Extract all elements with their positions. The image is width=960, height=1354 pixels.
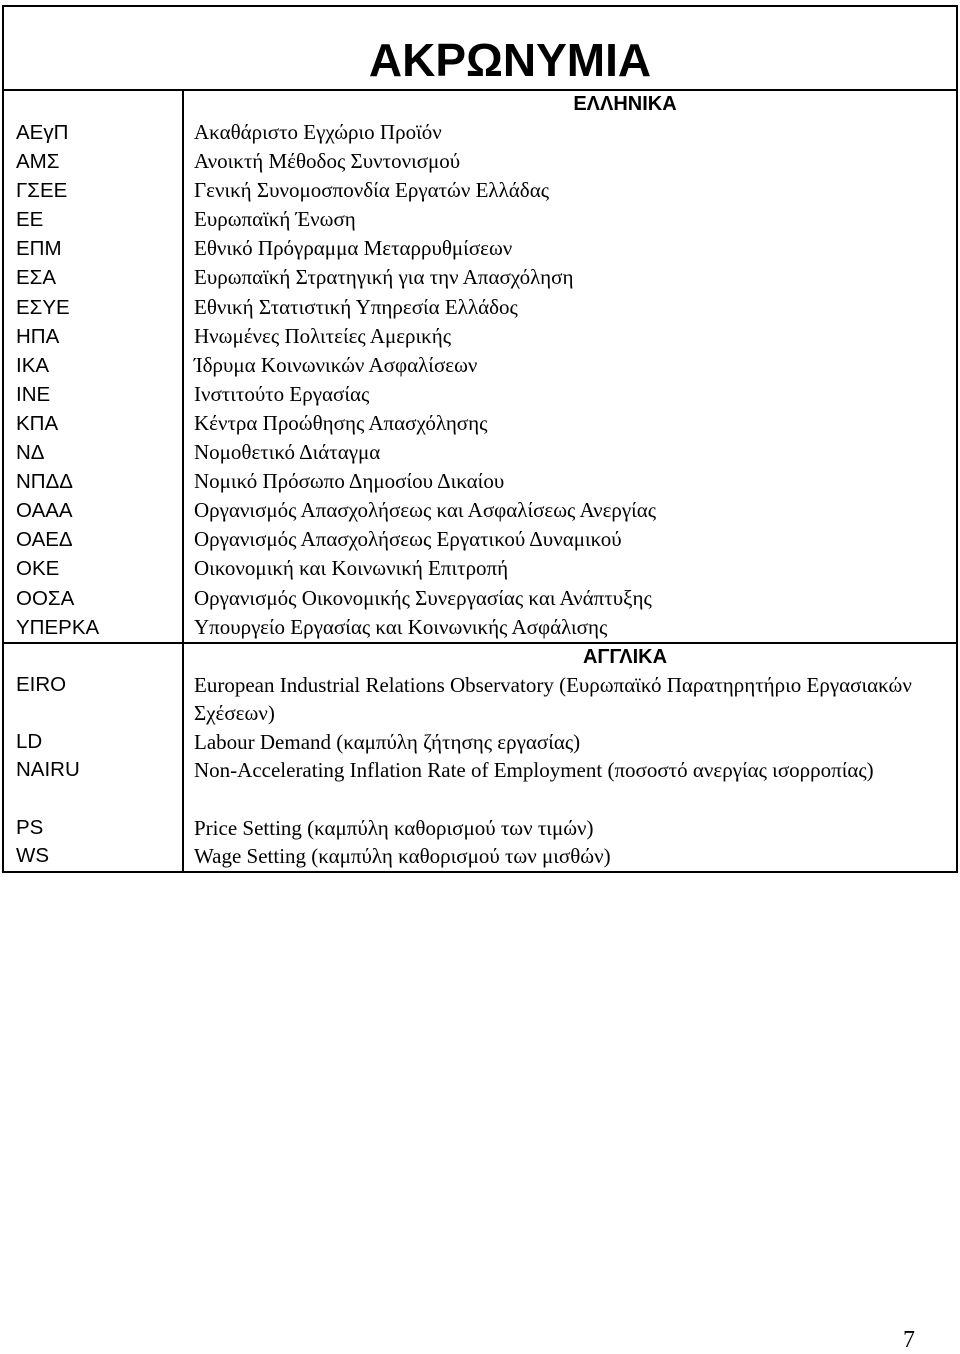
english-abbr-list xyxy=(4,671,182,871)
page-number: 7 xyxy=(903,1327,915,1353)
greek-abbr: ΕΣΥΕ xyxy=(16,295,70,319)
greek-expl: Ίδρυμα Κοινωνικών Ασφαλίσεων xyxy=(194,352,478,377)
greek-abbr: ΚΠΑ xyxy=(16,411,59,435)
greek-expl: Νομοθετικό Διάταγμα xyxy=(194,440,381,465)
english-expl-cell xyxy=(183,643,957,872)
greek-expl: Ηνωμένες Πολιτείες Αμερικής xyxy=(194,323,452,348)
greek-section-header: ΕΛΛΗΝΙΚΑ xyxy=(573,93,677,115)
greek-expl: Ανοικτή Μέθοδος Συντονισμού xyxy=(194,149,461,174)
english-expl: European Industrial Relations Observatory (Ευρωπαϊκό Παρατηρητήριο Εργασιακών Σχέσεων) xyxy=(194,672,912,726)
greek-abbr: ΗΠΑ xyxy=(16,324,60,348)
english-abbr: LD xyxy=(16,729,43,753)
english-expl: Labour Demand (καμπύλη ζήτησης εργασίας) xyxy=(194,729,581,754)
greek-section-row xyxy=(3,90,957,643)
greek-abbr: ΟΑΑΑ xyxy=(16,499,73,523)
greek-expl: Υπουργείο Εργασίας και Κοινωνικής Ασφάλισης xyxy=(194,614,608,639)
acronyms-table xyxy=(2,5,958,873)
english-section-row xyxy=(3,643,957,872)
title-cell xyxy=(3,6,957,90)
greek-abbr: ΟΟΣΑ xyxy=(16,586,75,610)
greek-abbr: ΕΕ xyxy=(16,208,44,232)
greek-expl: Ευρωπαϊκή Ένωση xyxy=(194,207,356,232)
english-expl-list xyxy=(184,671,956,871)
greek-abbr: ΝΔ xyxy=(16,441,45,465)
greek-expl: Οργανισμός Απασχολήσεως και Ασφαλίσεως Ανεργίας xyxy=(194,498,657,523)
english-abbr: PS xyxy=(16,815,44,839)
greek-abbr: ΑΜΣ xyxy=(16,150,60,174)
greek-expl-cell xyxy=(183,90,957,643)
greek-expl: Ακαθάριστο Εγχώριο Προϊόν xyxy=(194,120,442,144)
english-expl: Non-Accelerating Inflation Rate of Employment (ποσοστό ανεργίας ισορροπίας) xyxy=(194,758,874,783)
greek-expl: Ευρωπαϊκή Στρατηγική για την Απασχόληση xyxy=(194,265,574,290)
greek-abbr: ΕΣΑ xyxy=(16,266,57,290)
greek-abbr: ΟΚΕ xyxy=(16,557,60,581)
english-section-header: ΑΓΓΛΙΚΑ xyxy=(582,645,668,668)
page-title: ΑΚΡΩΝΥΜΙΑ xyxy=(368,34,652,86)
english-expl: Price Setting (καμπύλη καθορισμού των τιμών) xyxy=(194,815,594,840)
greek-expl: Εθνικό Πρόγραμμα Μεταρρυθμίσεων xyxy=(194,236,513,261)
greek-abbr-list xyxy=(4,118,182,642)
greek-expl: Γενική Συνομοσπονδία Εργατών Ελλάδας xyxy=(194,178,550,203)
greek-abbr: ΕΠΜ xyxy=(16,237,62,261)
greek-expl: Οργανισμός Οικονομικής Συνεργασίας και Ανάπτυξης xyxy=(194,585,652,610)
greek-expl: Οργανισμός Απασχολήσεως Εργατικού Δυναμικού xyxy=(194,527,622,552)
greek-expl-list xyxy=(184,118,956,642)
english-abbr-cell xyxy=(3,643,183,872)
greek-abbr: ΙΚΑ xyxy=(16,353,50,377)
english-abbr: WS xyxy=(16,844,50,868)
greek-expl: Κέντρα Προώθησης Απασχόλησης xyxy=(194,410,488,435)
greek-abbr: ΓΣΕΕ xyxy=(16,179,68,203)
greek-abbr: ΟΑΕΔ xyxy=(16,528,73,552)
greek-abbr: ΙΝΕ xyxy=(16,382,51,406)
greek-abbr: ΑΕγΠ xyxy=(16,121,69,144)
english-expl: Wage Setting (καμπύλη καθορισμού των μισθών) xyxy=(194,844,611,869)
title-row xyxy=(3,6,957,90)
english-abbr: EIRO xyxy=(16,672,67,696)
greek-abbr: ΥΠΕΡΚΑ xyxy=(16,615,100,639)
greek-abbr: ΝΠΔΔ xyxy=(16,470,73,494)
greek-expl: Νομικό Πρόσωπο Δημοσίου Δικαίου xyxy=(194,469,505,494)
greek-expl: Εθνική Στατιστική Υπηρεσία Ελλάδος xyxy=(194,294,518,319)
greek-abbr-cell xyxy=(3,90,183,643)
greek-expl: Ινστιτούτο Εργασίας xyxy=(194,381,370,406)
greek-expl: Οικονομική και Κοινωνική Επιτροπή xyxy=(194,556,509,581)
english-abbr: NAIRU xyxy=(16,758,80,782)
